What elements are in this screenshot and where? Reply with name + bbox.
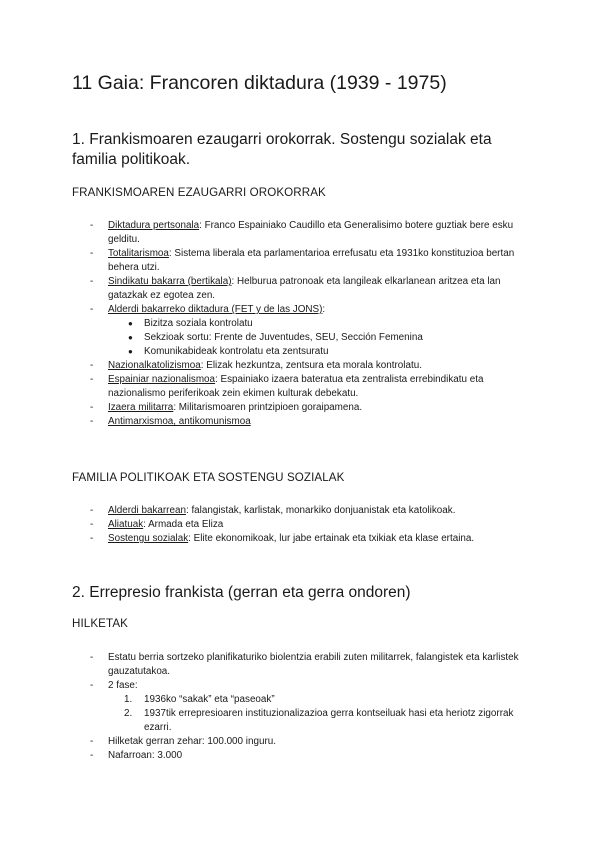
list-item: - Alderdi bakarreko diktadura (FET y de las JONS): ● Bizitza soziala kontrolatu ● Sekzioak sortu: Frente de Juventudes, SEU, Sección Femenina ● Komunikabideak kontrolatu eta zentsuratu	[72, 303, 532, 359]
families-list	[72, 504, 532, 546]
subsection-families-heading: FAMILIA POLITIKOAK ETA SOSTENGU SOZIALAK	[72, 471, 345, 484]
numbered-item: 1. 1936ko “sakak” eta “paseoak”	[124, 694, 275, 705]
list-item: - Diktadura pertsonala: Franco Espainiako Caudillo eta Generalisimo botere guztiak bere esku gelditu.	[90, 220, 514, 245]
killings-list	[72, 651, 532, 763]
list-item: - Nazionalkatolizismoa: Elizak hezkuntza, zentsura eta morala kontrolatu.	[90, 360, 422, 371]
list-item: - Sostengu sozialak: Elite ekonomikoak, lur jabe ertainak eta txikiak eta klase ertaina.	[90, 533, 475, 544]
list-item: - 2 fase: 1. 1936ko “sakak” eta “paseoak” 2. 1937tik errepresioaren instituzionalizazioa gerra kontseiluak hasi eta heriotz zigorrak ezarri.	[72, 679, 532, 735]
subsection-characteristics-heading: FRANKISMOAREN EZAUGARRI OROKORRAK	[72, 186, 326, 199]
bullet-item: ● Komunikabideak kontrolatu eta zentsuratu	[128, 346, 329, 357]
list-item: - Estatu berria sortzeko planifikaturiko biolentzia erabili zuten militarrek, falangistek eta karlistek gauzatutakoa.	[90, 652, 519, 677]
characteristics-list	[72, 219, 532, 429]
list-item: - Antimarxismoa, antikomunismoa	[90, 416, 251, 427]
section-1-heading: 1. Frankismoaren ezaugarri orokorrak. Sostengu sozialak eta familia politikoak.	[72, 131, 492, 168]
single-party-bullets	[72, 317, 532, 359]
list-item: - Nafarroan: 3.000	[90, 750, 183, 761]
phases-list	[72, 693, 532, 735]
list-item: - Alderdi bakarrean: falangistak, karlistak, monarkiko donjuanistak eta katolikoak.	[90, 505, 456, 516]
section-2-heading: 2. Errepresio frankista (gerran eta gerra ondoren)	[72, 584, 411, 601]
bullet-item: ● Bizitza soziala kontrolatu	[128, 318, 253, 329]
numbered-item: 2. 1937tik errepresioaren instituzionalizazioa gerra kontseiluak hasi eta heriotz zigorrak ezarri.	[124, 708, 514, 733]
list-item: - Hilketak gerran zehar: 100.000 inguru.	[90, 736, 276, 747]
list-item: - Aliatuak: Armada eta Eliza	[90, 519, 224, 530]
bullet-item: ● Sekzioak sortu: Frente de Juventudes, SEU, Sección Femenina	[128, 332, 423, 343]
list-item: - Izaera militarra: Militarismoaren printzipioen goraipamena.	[90, 402, 363, 413]
page-title: 11 Gaia: Francoren diktadura (1939 - 1975)	[72, 72, 447, 94]
list-item: - Sindikatu bakarra (bertikala): Helburua patronoak eta langileak elkarlanean aritzea eta lan gatazkak ez egotea zen.	[90, 276, 501, 301]
list-item: - Totalitarismoa: Sistema liberala eta parlamentarioa errefusatu eta 1931ko konstituzioa bertan behera utzi.	[90, 248, 515, 273]
list-item: - Espainiar nazionalismoa: Espainiako izaera bateratua eta zentralista errebindikatu eta nazionalismo periferikoak zein ekimen kulturak debekatu.	[90, 374, 484, 399]
subsection-killings-heading: HILKETAK	[72, 617, 128, 630]
